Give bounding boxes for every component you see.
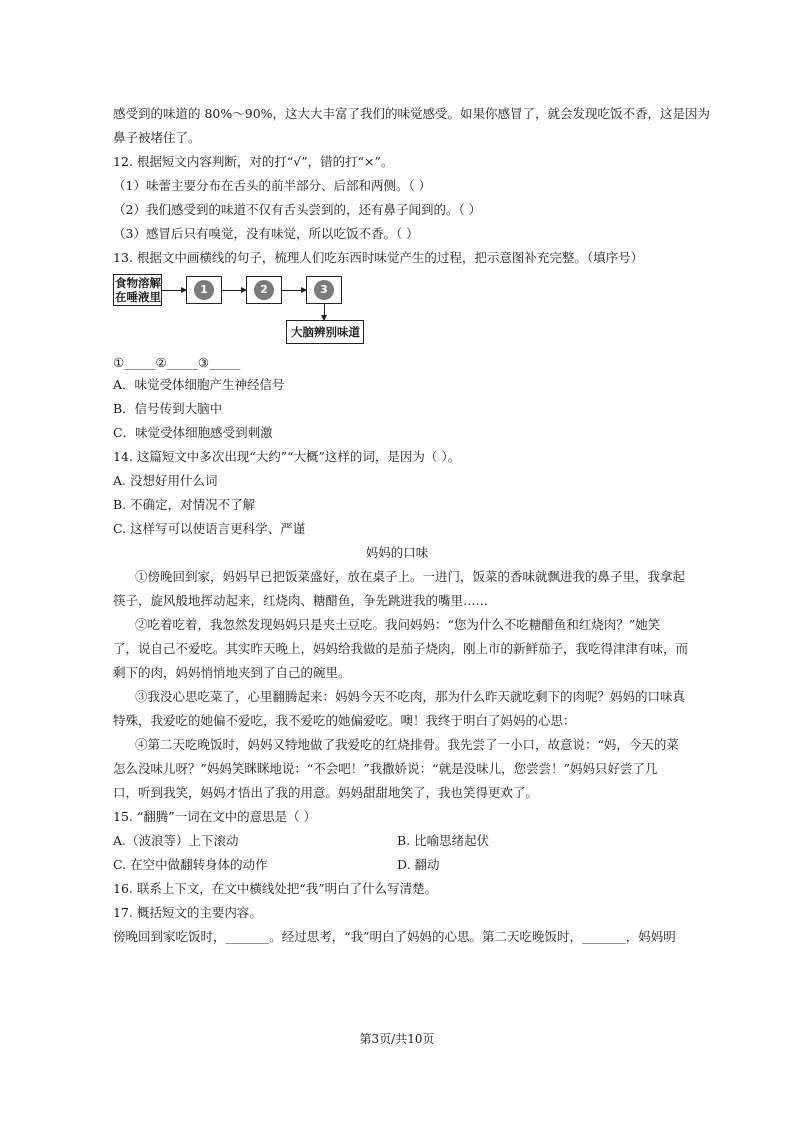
q13-stem: 13. 根据文中画横线的句子，梳理人们吃东西时味觉产生的过程，把示意图补充完整。（填序号）: [113, 250, 644, 265]
passage-paragraph-line: 口，听到我笑，妈妈才悟出了我的用意。妈妈甜甜地笑了，我也笑得更欢了。: [113, 785, 539, 800]
diagram-end-label: 大脑辨别味道: [291, 325, 360, 339]
diagram-start-box: [113, 274, 162, 306]
q15-option-a: A.（波浪等）上下滚动: [113, 833, 239, 848]
arrow-down: [324, 304, 325, 320]
step-number-2: 2: [254, 280, 274, 300]
q17-stem: 17. 概括短文的主要内容。: [113, 905, 262, 920]
passage-paragraph-line: 剩下的肉，妈妈悄悄地夹到了自己的碗里。: [113, 665, 351, 680]
step-number-3: 3: [314, 280, 334, 300]
step-number-1: 1: [194, 280, 214, 300]
q12-item-3: （3）感冒后只有嗅觉，没有味觉，所以吃饭不香。（ ）: [113, 226, 419, 241]
q13-option-b: B．信号传到大脑中: [113, 401, 223, 416]
passage-paragraph-line: 特殊，我爱吃的她偏不爱吃，我不爱吃的她偏爱吃。噢！我终于明白了妈妈的心思：: [113, 713, 576, 728]
diagram-start-line1: 食物溶解: [115, 276, 161, 290]
q14-stem: 14. 这篇短文中多次出现“大约”“大概”这样的词，是因为（ ）。: [113, 449, 461, 464]
diagram-step-box-2: [246, 276, 282, 304]
passage-paragraph-line: ③我没心思吃菜了，心里翻腾起来：妈妈今天不吃肉，那为什么昨天就吃剩下的肉呢？妈妈的口味真: [135, 689, 686, 704]
q13-blanks: ①_____②_____③_____: [113, 355, 241, 370]
q15-option-c: C. 在空中做翻转身体的动作: [113, 857, 268, 872]
q12-item-1: （1）味蕾主要分布在舌头的前半部分、后部和两侧。（ ）: [113, 178, 432, 193]
passage-line: 鼻子被堵住了。: [113, 130, 201, 145]
page-footer: 第3页/共10页: [359, 1032, 435, 1046]
diagram-start-line2: 在唾液里: [115, 290, 161, 304]
q12-stem: 12. 根据短文内容判断，对的打“√”，错的打“×”。: [113, 154, 394, 169]
q16-stem: 16. 联系上下文，在文中横线处把“我”明白了什么写清楚。: [113, 881, 438, 896]
passage-paragraph-line: ①傍晚回到家，妈妈早已把饭菜盛好，放在桌子上。一进门，饭菜的香味就飘进我的鼻子里，我拿起: [135, 569, 686, 584]
q15-option-b: B. 比喻思绪起伏: [397, 833, 490, 848]
q12-item-2: （2）我们感受到的味道不仅有舌头尝到的，还有鼻子闻到的。（ ）: [113, 202, 482, 217]
passage-line: 感受到的味道的 80%～90%，这大大丰富了我们的味觉感受。如果你感冒了，就会发现吃饭不香，这是因为: [113, 106, 711, 121]
arrow-right: [222, 290, 246, 291]
passage-paragraph-line: 了，说自己不爱吃。其实昨天晚上，妈妈给我做的是茄子烧肉，刚上市的新鲜茄子，我吃得津津有味，而: [113, 641, 689, 656]
diagram-step-box-1: [186, 276, 222, 304]
q15-stem: 15. “翻腾”一词在文中的意思是（ ）: [113, 809, 317, 824]
q14-option-c: C. 这样写可以使语言更科学、严谨: [113, 521, 306, 536]
passage-paragraph-line: 怎么没味儿呀？”妈妈笑眯眯地说：“不会吧！”我撒娇说：“就是没味儿，您尝尝！”妈妈只好尝了几: [113, 761, 658, 776]
diagram-end-box: [286, 320, 364, 344]
passage-paragraph-line: ②吃着吃着，我忽然发现妈妈只是夹土豆吃。我问妈妈：“您为什么不吃糖醋鱼和红烧肉？”她笑: [135, 617, 661, 632]
q14-option-a: A. 没想好用什么词: [113, 473, 218, 488]
passage-title: 妈妈的口味: [365, 545, 429, 560]
arrow-right: [162, 290, 186, 291]
q13-option-a: A．味觉受体细胞产生神经信号: [113, 377, 285, 392]
q17-answer-line: 傍晚回到家吃饭时，_______。经过思考，“我”明白了妈妈的心思。第二天吃晚饭时，_______，妈妈明: [113, 929, 676, 944]
q13-option-c: C．味觉受体细胞感受到刺激: [113, 425, 273, 440]
arrow-right: [282, 290, 306, 291]
passage-paragraph-line: ④第二天吃晚饭时，妈妈又特地做了我爱吃的红烧排骨。我先尝了一小口，故意说：“妈，今天的菜: [135, 737, 679, 752]
diagram-step-box-3: [306, 276, 342, 304]
q14-option-b: B. 不确定，对情况不了解: [113, 497, 256, 512]
q15-option-d: D. 翻动: [397, 857, 440, 872]
passage-paragraph-line: 筷子，旋风般地挥动起来，红烧肉、糖醋鱼，争先跳进我的嘴里……: [113, 593, 489, 608]
